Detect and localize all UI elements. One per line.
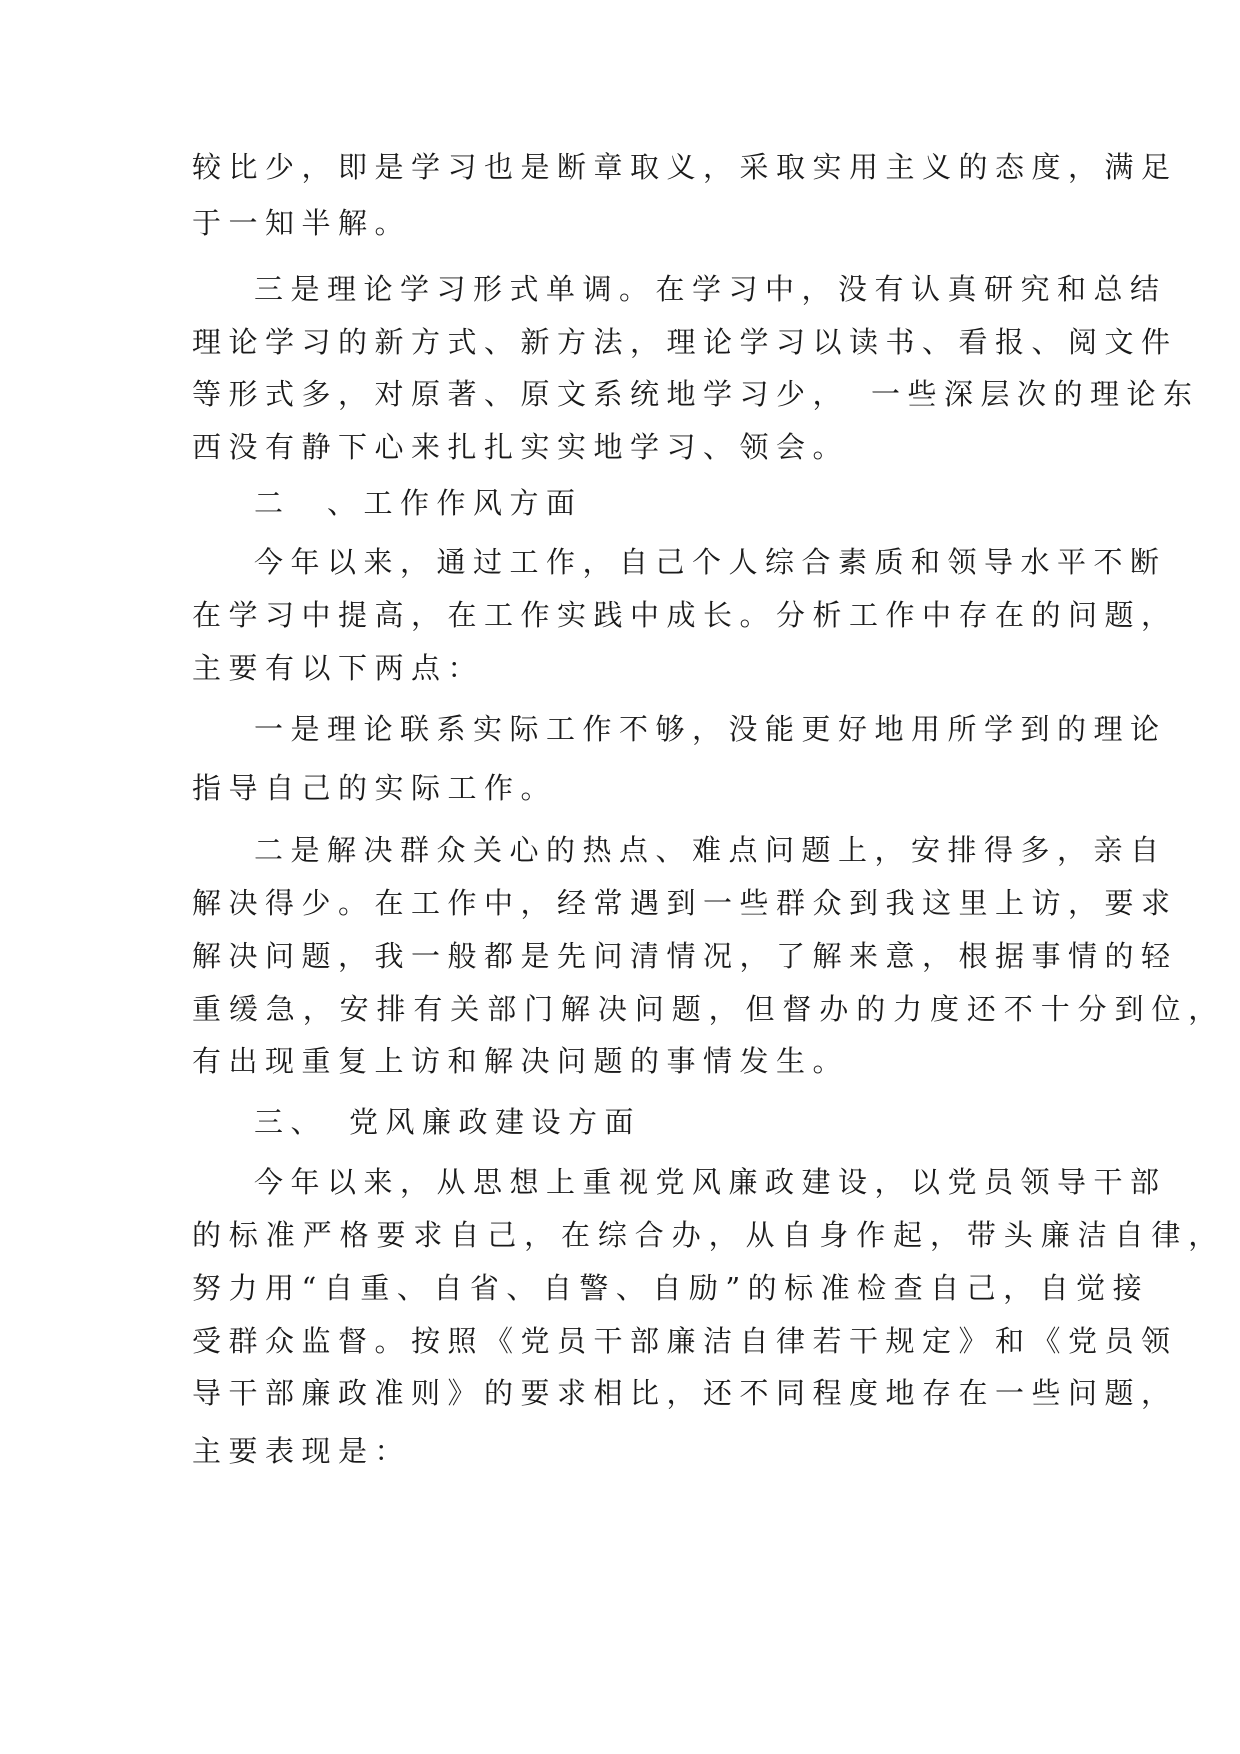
paragraph-line: 在学习中提高，在工作实践中成长。分析工作中存在的问题， [192,598,1178,632]
section-heading: 二 、工作作风方面 [254,486,583,520]
paragraph-line: 理论学习的新方式、新方法，理论学习以读书、看报、阅文件 [192,325,1178,359]
paragraph-line: 于一知半解。 [192,206,412,240]
paragraph-line: 较比少，即是学习也是断章取义，采取实用主义的态度，满足 [192,150,1178,184]
paragraph-line: 受群众监督。按照《党员干部廉洁自律若干规定》和《党员领 [192,1324,1178,1358]
paragraph-line: 今年以来，从思想上重视党风廉政建设，以党员领导干部 [254,1165,1167,1199]
paragraph-line: 的标准严格要求自己，在综合办，从自身作起，带头廉洁自律， [192,1218,1226,1252]
paragraph-line: 一是理论联系实际工作不够，没能更好地用所学到的理论 [254,712,1167,746]
paragraph-line: 三是理论学习形式单调。在学习中，没有认真研究和总结 [254,272,1167,306]
paragraph-line: 解决问题，我一般都是先问清情况，了解来意，根据事情的轻 [192,939,1178,973]
paragraph-line: 解决得少。在工作中，经常遇到一些群众到我这里上访，要求 [192,886,1178,920]
paragraph-line: 主要表现是： [192,1434,412,1468]
section-heading: 三、 党风廉政建设方面 [254,1105,642,1139]
paragraph-line: 主要有以下两点： [192,651,485,685]
paragraph-line: 重缓急，安排有关部门解决问题，但督办的力度还不十分到位， [192,992,1226,1026]
paragraph-line: 二是解决群众关心的热点、难点问题上，安排得多，亲自 [254,833,1167,867]
paragraph-line: 等形式多，对原著、原文系统地学习少， 一些深层次的理论东 [192,377,1200,411]
paragraph-line: 今年以来，通过工作，自己个人综合素质和领导水平不断 [254,545,1167,579]
paragraph-line: 指导自己的实际工作。 [192,771,558,805]
paragraph-line: 有出现重复上访和解决问题的事情发生。 [192,1044,850,1078]
paragraph-line: 导干部廉政准则》的要求相比，还不同程度地存在一些问题， [192,1376,1178,1410]
paragraph-line: 西没有静下心来扎扎实实地学习、领会。 [192,430,850,464]
paragraph-line: 努力用“自重、自省、自警、自励”的标准检查自己，自觉接 [192,1271,1150,1305]
